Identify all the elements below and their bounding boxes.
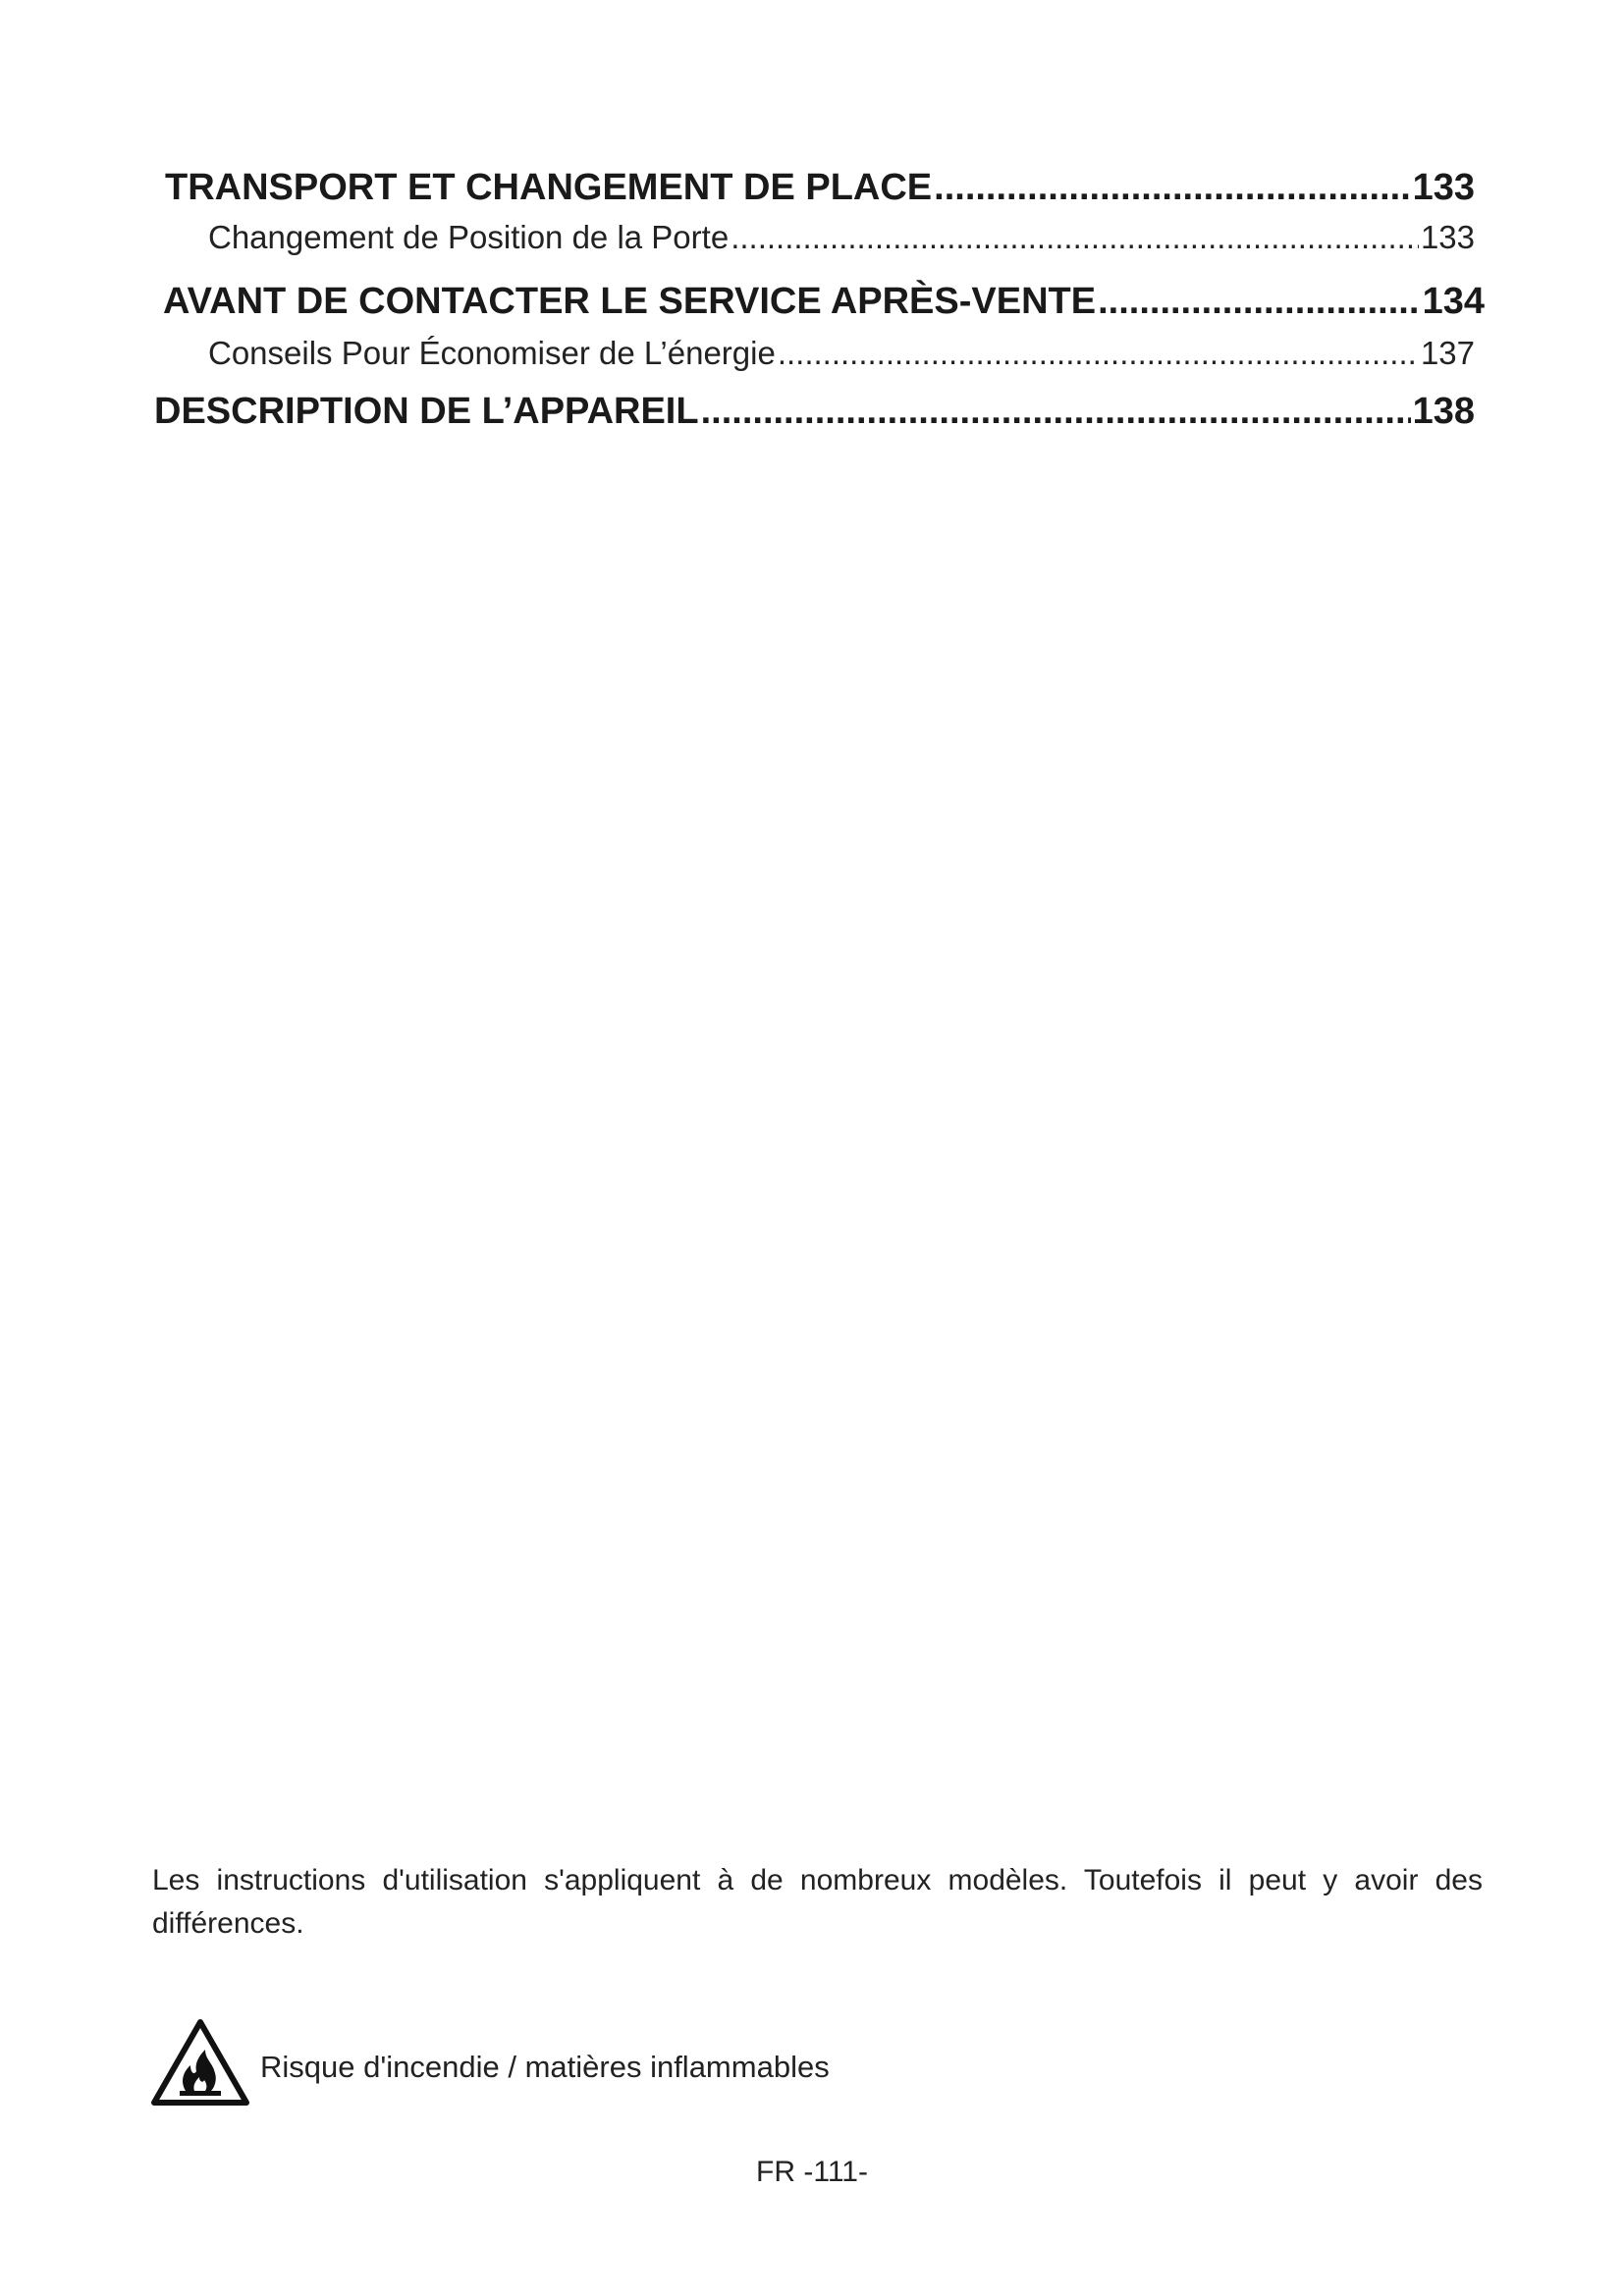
fire-hazard-icon: [150, 2018, 250, 2109]
toc-entry[interactable]: [154, 389, 1475, 434]
toc-leader-dots: [731, 218, 1419, 257]
toc-entry-page: 134: [1422, 281, 1485, 322]
page-number: FR -111-: [756, 2156, 868, 2188]
toc-entry-title: AVANT DE CONTACTER LE SERVICE APRÈS-VENTE: [163, 281, 1097, 322]
toc-entry-page: 138: [1412, 391, 1475, 432]
fire-warning-text: Risque d'incendie / matières inflammables: [260, 2050, 830, 2084]
toc-leader-dots: [778, 334, 1419, 373]
toc-leader-dots: [934, 165, 1410, 210]
toc-leader-dots: [701, 389, 1411, 434]
toc-entry[interactable]: [165, 165, 1475, 210]
toc-subentry-title: Changement de Position de la Porte: [208, 219, 730, 255]
toc-leader-dots: [1098, 279, 1421, 324]
models-disclaimer: Les instructions d'utilisation s'appliquent à de nombreux modèles. Toutefois il peut y avoir des différences.: [152, 1864, 1483, 1940]
toc-entry-page: 133: [1412, 167, 1475, 208]
toc-subentry-page: 133: [1420, 219, 1475, 255]
toc-subentry-title: Conseils Pour Économiser de L’énergie: [208, 335, 776, 371]
toc-entry-title: DESCRIPTION DE L’APPAREIL: [154, 391, 699, 432]
toc-entry[interactable]: [163, 279, 1485, 324]
toc-subentry-page: 137: [1420, 335, 1475, 371]
fire-warning: [150, 2018, 830, 2109]
toc-subentry[interactable]: [208, 334, 1475, 373]
toc-subentry[interactable]: [208, 218, 1475, 257]
toc-entry-title: TRANSPORT ET CHANGEMENT DE PLACE: [165, 167, 933, 208]
